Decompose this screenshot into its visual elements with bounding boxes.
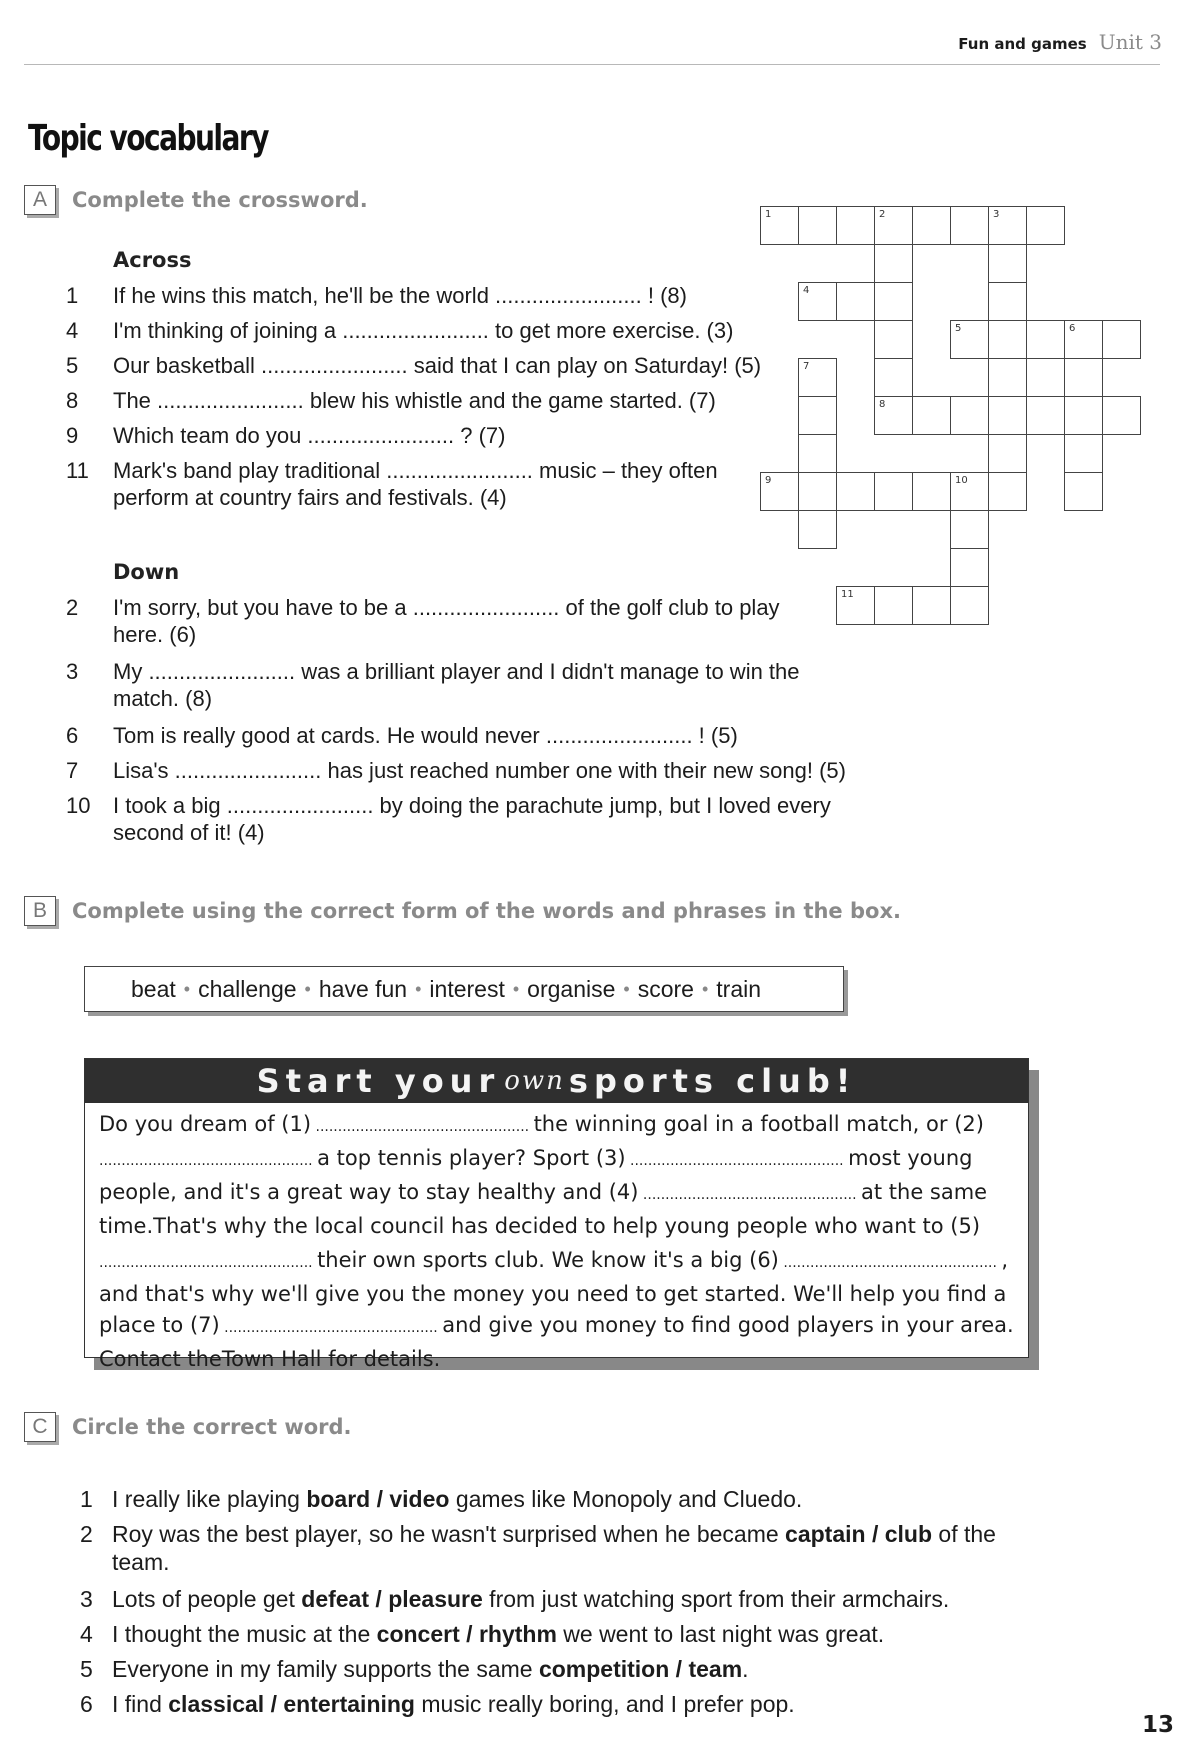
- item-number: 2: [80, 1521, 93, 1547]
- task-b-instruction: Complete using the correct form of the words and phrases in the box.: [72, 899, 901, 923]
- crossword-cell[interactable]: [798, 434, 837, 473]
- passage-text: at the same time.That's why the local council has decided to help young people who want to: [99, 1180, 988, 1238]
- crossword-cell[interactable]: [1102, 320, 1141, 359]
- clue-text: The ........................ blew his whistle and the game started. (7): [113, 388, 716, 413]
- crossword-cell[interactable]: [950, 472, 989, 511]
- word-separator: •: [304, 978, 311, 999]
- circle-item-3: [80, 1585, 1040, 1613]
- gap-blank[interactable]: ................................................: [99, 1255, 318, 1271]
- circle-item-1: [80, 1485, 1040, 1513]
- passage-text: the winning goal in a football match, or: [533, 1112, 955, 1136]
- option-entertaining[interactable]: entertaining: [283, 1691, 415, 1717]
- across-clue-4: [66, 317, 756, 344]
- crossword-cell[interactable]: [874, 472, 913, 511]
- gap-blank[interactable]: ................................................: [625, 1153, 849, 1169]
- task-b-letter-box: B: [24, 896, 56, 926]
- crossword-cell[interactable]: [988, 206, 1027, 245]
- crossword-cell[interactable]: [912, 206, 951, 245]
- crossword-cell[interactable]: [798, 206, 837, 245]
- crossword-cell[interactable]: [874, 396, 913, 435]
- gap-number: (1): [281, 1112, 312, 1136]
- crossword-cell[interactable]: [874, 282, 913, 321]
- crossword-cell[interactable]: [1026, 320, 1065, 359]
- item-text: Lots of people get: [112, 1586, 302, 1612]
- gap-number: (6): [749, 1248, 779, 1272]
- gap-number: (4): [608, 1180, 639, 1204]
- word-box: [84, 966, 844, 1012]
- crossword-cell[interactable]: [874, 358, 913, 397]
- crossword-number: 5: [955, 323, 962, 334]
- crossword-cell[interactable]: [988, 282, 1027, 321]
- item-text: music really boring, and I prefer pop.: [414, 1691, 795, 1717]
- word-separator: •: [623, 978, 630, 999]
- gap-number: (2): [954, 1112, 984, 1136]
- clue-number: 6: [66, 723, 79, 748]
- crossword-cell[interactable]: [1064, 320, 1103, 359]
- clue-text: Our basketball ........................ said that I can play on Saturday! (5): [113, 353, 762, 378]
- crossword-cell[interactable]: [950, 206, 989, 245]
- circle-item-4: [80, 1620, 1040, 1648]
- circle-item-6: [80, 1690, 1040, 1718]
- crossword-cell[interactable]: [1026, 206, 1065, 245]
- task-b-header: [24, 896, 901, 926]
- unit-label: Unit 3: [1098, 30, 1162, 54]
- word-option: beat: [131, 975, 176, 1002]
- crossword-grid: [760, 206, 1200, 676]
- clue-number: 3: [66, 659, 79, 684]
- crossword-cell[interactable]: [874, 586, 913, 625]
- crossword-number: 9: [765, 475, 772, 486]
- down-clue-3: [66, 658, 821, 712]
- clue-number: 5: [66, 353, 79, 378]
- crossword-cell[interactable]: [798, 282, 837, 321]
- crossword-number: 11: [841, 589, 854, 600]
- item-number: 1: [80, 1486, 93, 1512]
- word-separator: •: [512, 978, 520, 999]
- task-a-header: [24, 185, 368, 215]
- clue-text: Mark's band play traditional ........................ music – they often perform at country fairs and festivals. (4): [113, 458, 718, 510]
- crossword-cell[interactable]: [1102, 396, 1141, 435]
- crossword-cell[interactable]: [798, 510, 837, 549]
- option-team[interactable]: team: [688, 1656, 743, 1682]
- clue-text: Lisa's ........................ has just reached number one with their new song! (5): [113, 758, 846, 783]
- option-slash: /: [264, 1691, 284, 1717]
- word-separator: •: [701, 978, 709, 999]
- item-text: I find: [112, 1691, 169, 1717]
- item-text: of the team.: [112, 1521, 996, 1575]
- crossword-cell[interactable]: [836, 282, 875, 321]
- clue-number: 9: [66, 423, 79, 448]
- item-text: Everyone in my family supports the same: [112, 1656, 539, 1682]
- across-clue-8: [66, 387, 746, 414]
- clue-number: 11: [66, 458, 89, 483]
- gap-number: (3): [595, 1146, 626, 1170]
- banner-text-end: sports club!: [568, 1062, 857, 1100]
- crossword-cell[interactable]: [912, 396, 951, 435]
- option-slash: /: [865, 1521, 885, 1547]
- crossword-cell[interactable]: [798, 472, 837, 511]
- banner-text-own: own: [504, 1066, 565, 1096]
- crossword-number: 10: [955, 475, 968, 486]
- crossword-cell[interactable]: [874, 206, 913, 245]
- item-text: I really like playing: [112, 1486, 307, 1512]
- clue-text: My ........................ was a brilliant player and I didn't manage to win the match. (8): [113, 659, 800, 711]
- circle-item-5: [80, 1655, 1040, 1683]
- page-title: Topic vocabulary: [28, 118, 268, 159]
- crossword-cell[interactable]: [760, 206, 799, 245]
- gap-blank[interactable]: ................................................: [638, 1187, 861, 1203]
- option-defeat[interactable]: defeat: [301, 1586, 370, 1612]
- down-clue-7: [66, 757, 866, 784]
- clue-number: 10: [66, 793, 91, 818]
- gap-number: (7): [189, 1313, 220, 1337]
- passage-text: most young people, and it's a great way to stay healthy and: [99, 1146, 973, 1204]
- down-clue-2: [66, 594, 806, 648]
- crossword-cell[interactable]: [988, 244, 1027, 283]
- crossword-cell[interactable]: [1026, 396, 1065, 435]
- option-board[interactable]: board: [306, 1486, 371, 1512]
- option-video[interactable]: video: [389, 1486, 450, 1512]
- passage-text: Do you dream of: [99, 1112, 282, 1136]
- crossword-cell[interactable]: [874, 244, 913, 283]
- clue-number: 4: [66, 318, 79, 343]
- crossword-cell[interactable]: [836, 206, 875, 245]
- crossword-cell[interactable]: [1064, 358, 1103, 397]
- crossword-cell[interactable]: [798, 396, 837, 435]
- crossword-cell[interactable]: [988, 320, 1027, 359]
- clue-text: I'm thinking of joining a ........................ to get more exercise. (3): [113, 318, 734, 343]
- crossword-cell[interactable]: [988, 358, 1027, 397]
- clue-text: Which team do you ........................ ? (7): [113, 423, 506, 448]
- gap-blank[interactable]: ................................................: [99, 1153, 318, 1169]
- crossword-cell[interactable]: [836, 586, 875, 625]
- task-a-instruction: Complete the crossword.: [72, 188, 368, 212]
- item-text: from just watching sport from their armchairs.: [482, 1586, 950, 1612]
- page-header: [958, 30, 1162, 54]
- crossword-cell[interactable]: [988, 472, 1027, 511]
- passage-text: , and that's why we'll give you the money you need to get started. We'll help you find a place to: [99, 1248, 1009, 1337]
- gap-number: (5): [950, 1214, 981, 1238]
- task-c-instruction: Circle the correct word.: [72, 1415, 352, 1439]
- option-pleasure[interactable]: pleasure: [388, 1586, 483, 1612]
- crossword-cell[interactable]: [836, 472, 875, 511]
- item-text: I thought the music at the: [112, 1621, 377, 1647]
- gap-blank[interactable]: ................................................: [778, 1255, 1002, 1271]
- clue-text: If he wins this match, he'll be the world ........................ ! (8): [113, 283, 687, 308]
- task-c-header: [24, 1412, 352, 1442]
- clue-number: 2: [66, 595, 79, 620]
- word-option: organise: [527, 975, 616, 1002]
- word-separator: •: [183, 978, 191, 999]
- word-option: challenge: [198, 975, 297, 1002]
- across-clue-5: [66, 352, 766, 379]
- item-text: games like Monopoly and Cluedo.: [449, 1486, 803, 1512]
- sports-club-passage: [85, 1103, 1028, 1375]
- option-slash: /: [459, 1621, 479, 1647]
- crossword-cell[interactable]: [798, 358, 837, 397]
- word-option: score: [637, 975, 694, 1002]
- clue-text: I'm sorry, but you have to be a ........................ of the golf club to play here. (6): [113, 595, 780, 647]
- option-classical[interactable]: classical: [168, 1691, 265, 1717]
- banner-text-start: Start your: [256, 1062, 501, 1100]
- passage-text: and give you money to find good players in your area. Contact theTown Hall for details.: [99, 1313, 1014, 1371]
- clue-number: 7: [66, 758, 79, 783]
- circle-item-2: [80, 1520, 1040, 1576]
- across-heading: Across: [113, 248, 192, 272]
- crossword-cell[interactable]: [950, 510, 989, 549]
- crossword-cell[interactable]: [988, 396, 1027, 435]
- task-a-letter-box: A: [24, 185, 56, 215]
- item-text: .: [742, 1656, 749, 1682]
- crossword-cell[interactable]: [760, 472, 799, 511]
- crossword-cell[interactable]: [950, 320, 989, 359]
- clue-number: 8: [66, 388, 79, 413]
- crossword-number: 7: [803, 361, 810, 372]
- crossword-cell[interactable]: [950, 396, 989, 435]
- option-rhythm[interactable]: rhythm: [478, 1621, 557, 1647]
- down-clue-6: [66, 722, 826, 749]
- clue-text: I took a big ........................ by doing the parachute jump, but I loved every second of it! (4): [113, 793, 831, 845]
- word-option: interest: [429, 975, 505, 1002]
- header-divider: [24, 64, 1160, 65]
- crossword-number: 6: [1069, 323, 1076, 334]
- word-option: train: [716, 975, 762, 1002]
- item-number: 4: [80, 1621, 93, 1647]
- crossword-cell[interactable]: [988, 434, 1027, 473]
- crossword-cell[interactable]: [1064, 434, 1103, 473]
- item-number: 5: [80, 1656, 93, 1682]
- crossword-number: 2: [879, 209, 886, 220]
- item-text: Roy was the best player, so he wasn't surprised when he became: [112, 1521, 786, 1547]
- option-club[interactable]: club: [884, 1521, 933, 1547]
- sports-club-banner: [85, 1059, 1028, 1103]
- option-slash: /: [669, 1656, 689, 1682]
- item-text: we went to last night was great.: [556, 1621, 885, 1647]
- crossword-number: 3: [993, 209, 1000, 220]
- option-concert[interactable]: concert: [376, 1621, 460, 1647]
- crossword-number: 1: [765, 209, 772, 220]
- crossword-cell[interactable]: [950, 548, 989, 587]
- crossword-cell[interactable]: [1064, 472, 1103, 511]
- section-title: Fun and games: [958, 35, 1087, 53]
- across-clue-9: [66, 422, 746, 449]
- clue-number: 1: [66, 283, 79, 308]
- crossword-cell[interactable]: [874, 320, 913, 359]
- down-clue-10: [66, 792, 856, 846]
- crossword-cell[interactable]: [912, 586, 951, 625]
- crossword-cell[interactable]: [1064, 396, 1103, 435]
- item-number: 6: [80, 1691, 93, 1717]
- word-separator: •: [415, 978, 422, 999]
- option-slash: /: [370, 1486, 390, 1512]
- passage-text: their own sports club. We know it's a big: [317, 1248, 750, 1272]
- crossword-number: 8: [879, 399, 886, 410]
- item-number: 3: [80, 1586, 93, 1612]
- passage-text: a top tennis player? Sport: [317, 1146, 596, 1170]
- page-number: 13: [1141, 1712, 1174, 1738]
- clue-text: Tom is really good at cards. He would never ........................ ! (5): [113, 723, 738, 748]
- gap-blank[interactable]: ................................................: [311, 1119, 534, 1135]
- option-competition[interactable]: competition: [538, 1656, 670, 1682]
- word-option: have fun: [318, 975, 408, 1002]
- sports-club-text-box: [84, 1058, 1029, 1371]
- gap-blank[interactable]: ................................................: [219, 1320, 443, 1336]
- crossword-cell[interactable]: [912, 472, 951, 511]
- across-clue-11: [66, 457, 736, 511]
- crossword-cell[interactable]: [950, 586, 989, 625]
- task-c-letter-box: C: [24, 1412, 56, 1442]
- crossword-number: 4: [803, 285, 810, 296]
- across-clue-1: [66, 282, 706, 309]
- down-heading: Down: [113, 560, 180, 584]
- option-slash: /: [369, 1586, 389, 1612]
- option-captain[interactable]: captain: [785, 1521, 866, 1547]
